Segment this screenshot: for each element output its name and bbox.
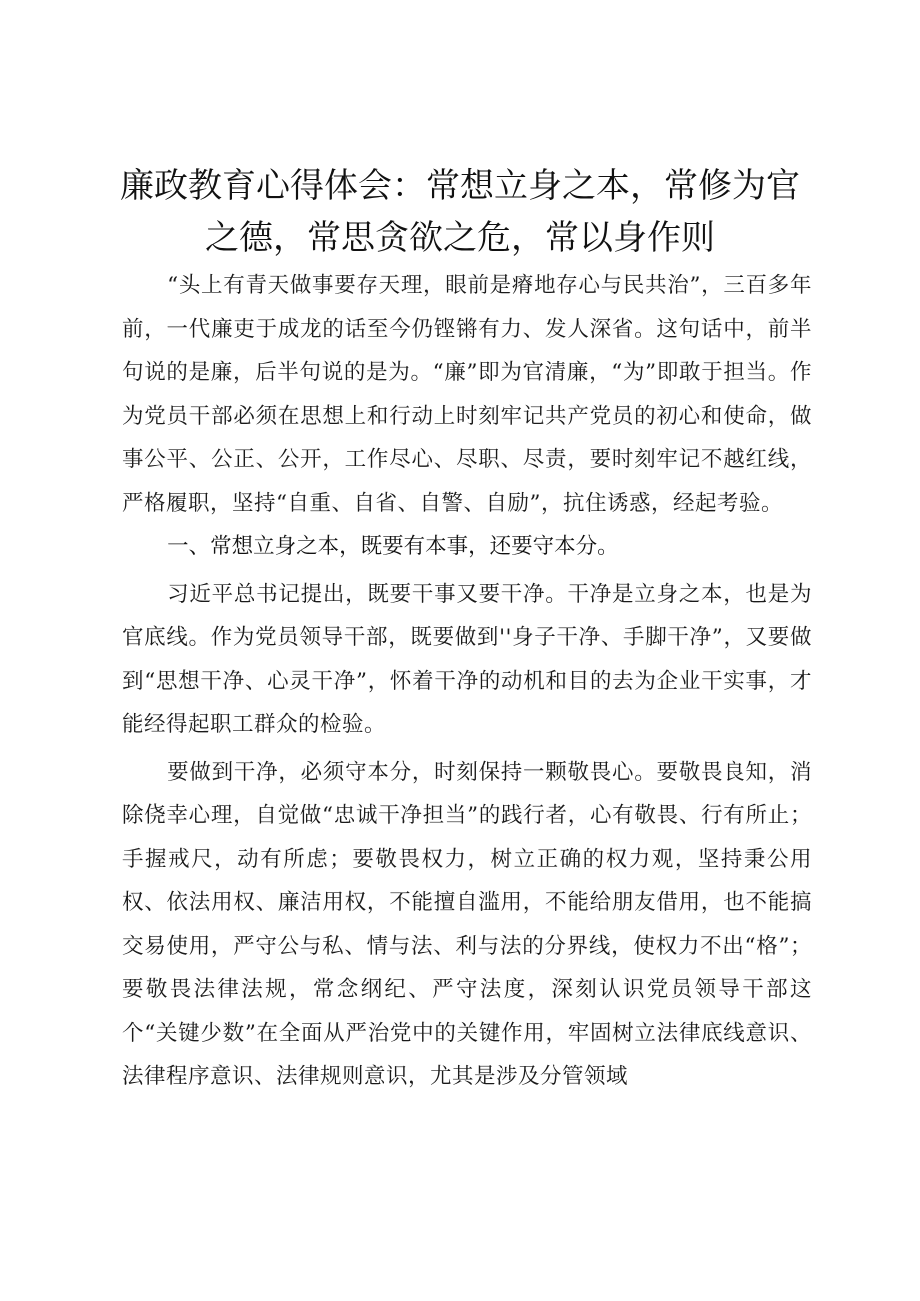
title-line-2: 之德，常思贪欲之危，常以身作则 — [205, 218, 715, 258]
title-line-1: 廉政教育心得体会：常想立身之本，常修为官 — [120, 166, 800, 206]
body-paragraph: 习近平总书记提出，既要干事又要干净。干净是立身之本，也是为官底线。作为党员领导干部，既要做到''身子干净、手脚干净”，又要做到“思想干净、心灵干净”，怀着干净的动机和目的去为企业干实事，才能经得起职工群众的检验。 — [122, 581, 812, 737]
intro-paragraph: “头上有青天做事要存天理，眼前是瘠地存心与民共治”，三百多年前，一代廉吏于成龙的话至今仍铿锵有力、发人深省。这句话中，前半句说的是廉，后半句说的是为。“廉”即为官清廉，“为”即敢于担当。作为党员干部必须在思想上和行动上时刻牢记共产党员的初心和使命，做事公平、公正、公开，工作尽心、尽职、尽责，要时刻牢记不越红线，严格履职，坚持“自重、自省、自警、自励”，抗住诱惑，经起考验。 — [122, 273, 812, 516]
document-title — [110, 160, 810, 264]
body-paragraph: 要做到干净，必须守本分，时刻保持一颗敬畏心。要敬畏良知，消除侥幸心理，自觉做“忠诚干净担当”的践行者，心有敬畏、行有所止；手握戒尺，动有所虑；要敬畏权力，树立正确的权力观，坚持秉公用权、依法用权、廉洁用权，不能擅自滥用，不能给朋友借用，也不能搞交易使用，严守公与私、情与法、利与法的分界线，使权力不出“格”；要敬畏法律法规，常念纲纪、严守法度，深刻认识党员领导干部这个“关键少数”在全面从严治党中的关键作用，牢固树立法律底线意识、法律程序意识、法律规则意识，尤其是涉及分管领域 — [122, 759, 812, 1089]
document-body — [122, 264, 812, 1099]
section-heading: 一、常想立身之本，既要有本事，还要守本分。 — [167, 534, 619, 559]
